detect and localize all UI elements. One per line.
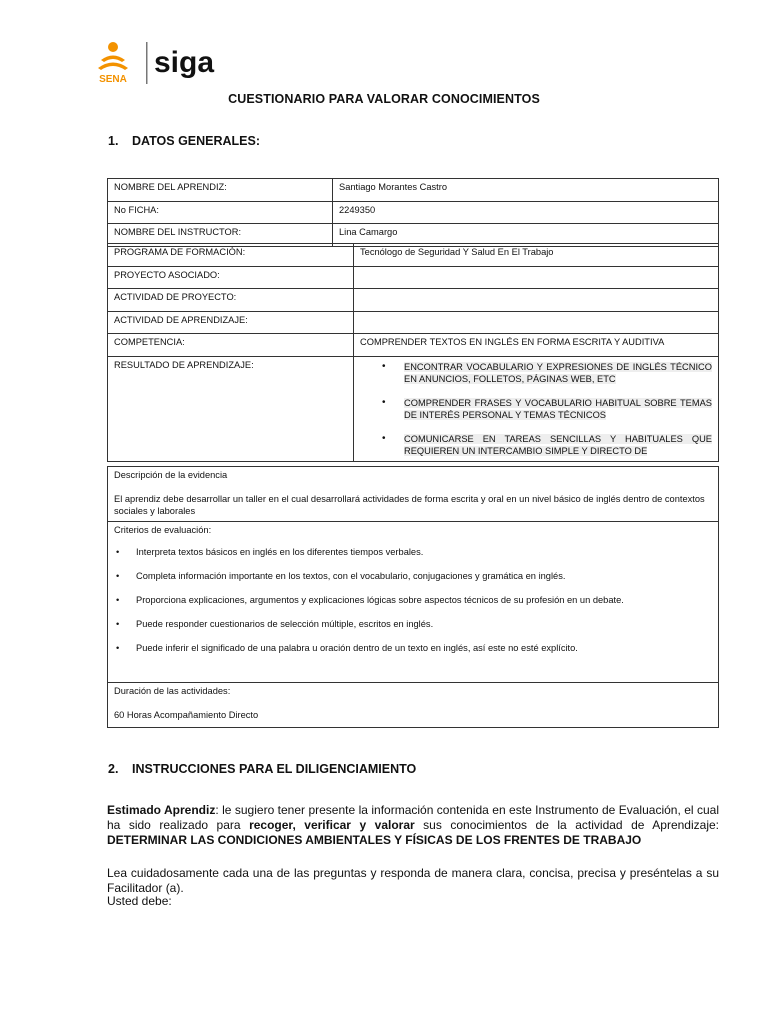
list-item: • Interpreta textos básicos en inglés en los diferentes tiempos verbales.	[114, 546, 712, 558]
field-label: ACTIVIDAD DE PROYECTO:	[108, 289, 354, 312]
criterios-list	[114, 546, 712, 654]
resultados-cell	[354, 356, 719, 461]
table-row	[108, 201, 719, 224]
instructions-paragraph-2: Lea cuidadosamente cada una de las preguntas y responda de manera clara, concisa, precisa y preséntelas a su Facilitador (a).	[107, 866, 719, 895]
datos-generales-table	[107, 178, 719, 247]
sena-wordmark: SENA	[99, 74, 127, 85]
programa-table	[107, 243, 719, 462]
evidencia-table	[107, 466, 719, 728]
list-item: • COMPRENDER FRASES Y VOCABULARIO HABITUAL SOBRE TEMAS DE INTERÉS PERSONAL Y TEMAS TÉCNICOS	[360, 397, 712, 421]
field-label: NOMBRE DEL INSTRUCTOR:	[108, 224, 333, 247]
logo-divider	[146, 42, 148, 84]
siga-wordmark: siga	[154, 46, 215, 79]
criterios-cell	[108, 522, 719, 683]
field-value: COMPRENDER TEXTOS EN INGLÉS EN FORMA ESCRITA Y AUDITIVA	[354, 334, 719, 357]
duracion-label: Duración de las actividades:	[114, 686, 231, 696]
table-row-resultado	[108, 356, 719, 461]
field-value: Santiago Morantes Castro	[333, 179, 719, 202]
list-item: • Proporciona explicaciones, argumentos y explicaciones lógicas sobre aspectos técnicos de su profesión en un debate.	[114, 594, 712, 606]
field-label: No FICHA:	[108, 201, 333, 224]
document-title: CUESTIONARIO PARA VALORAR CONOCIMIENTOS	[228, 92, 540, 106]
field-label: PROGRAMA DE FORMACIÓN:	[108, 244, 354, 267]
table-row	[108, 266, 719, 289]
evidencia-text: El aprendiz debe desarrollar un taller en el cual desarrollará actividades de forma escrita y oral en un nivel básico de inglés dentro de contextos sociales y laborales	[114, 494, 705, 516]
table-row	[108, 334, 719, 357]
field-value: Lina Camargo	[333, 224, 719, 247]
table-row	[108, 244, 719, 267]
field-value: Tecnólogo de Seguridad Y Salud En El Trabajo	[354, 244, 719, 267]
list-item: • Puede responder cuestionarios de selección múltiple, escritos en inglés.	[114, 618, 712, 630]
field-label: NOMBRE DEL APRENDIZ:	[108, 179, 333, 202]
table-row-criterios	[108, 522, 719, 683]
field-value	[354, 311, 719, 334]
sena-figure-icon	[98, 42, 128, 70]
criterios-label: Criterios de evaluación:	[114, 525, 212, 535]
table-row-duracion	[108, 683, 719, 728]
section-2-heading: 2. INSTRUCCIONES PARA EL DILIGENCIAMIENTO	[108, 762, 417, 776]
field-value	[354, 266, 719, 289]
field-label: ACTIVIDAD DE APRENDIZAJE:	[108, 311, 354, 334]
list-item: • Puede inferir el significado de una palabra u oración dentro de un texto en inglés, así este no esté explícito.	[114, 642, 712, 654]
evidencia-label: Descripción de la evidencia	[114, 470, 228, 480]
table-row-evidencia	[108, 467, 719, 522]
duracion-value: 60 Horas Acompañamiento Directo	[114, 710, 259, 720]
table-row	[108, 311, 719, 334]
field-value	[354, 289, 719, 312]
table-row	[108, 179, 719, 202]
section-1-heading: 1. DATOS GENERALES:	[108, 134, 261, 148]
instructions-paragraph-3: Usted debe:	[107, 894, 172, 908]
resultados-list	[360, 361, 712, 457]
field-label: RESULTADO DE APRENDIZAJE:	[108, 356, 354, 461]
field-value: 2249350	[333, 201, 719, 224]
instructions-paragraph-1: Estimado Aprendiz: le sugiero tener presente la información contenida en este Instrumento de Evaluación, el cual ha sido realizado para recoger, verificar y valorar sus conocimientos de la actividad de Aprendizaje: DETERMINAR LAS CONDICIONES AMBIENTALES Y FÍSICAS DE LOS FRENTES DE TRABAJO	[107, 803, 720, 847]
evidencia-cell	[108, 467, 719, 522]
list-item: • Completa información importante en los textos, con el vocabulario, conjugaciones y gramática en inglés.	[114, 570, 712, 582]
sena-siga-logo	[88, 38, 238, 88]
table-row	[108, 289, 719, 312]
duracion-cell	[108, 683, 719, 728]
list-item: • COMUNICARSE EN TAREAS SENCILLAS Y HABITUALES QUE REQUIEREN UN INTERCAMBIO SIMPLE Y DIRECTO DE	[360, 433, 712, 457]
field-label: PROYECTO ASOCIADO:	[108, 266, 354, 289]
field-label: COMPETENCIA:	[108, 334, 354, 357]
list-item: • ENCONTRAR VOCABULARIO Y EXPRESIONES DE INGLÉS TÉCNICO EN ANUNCIOS, FOLLETOS, PÁGINAS WEB, ETC	[360, 361, 712, 385]
